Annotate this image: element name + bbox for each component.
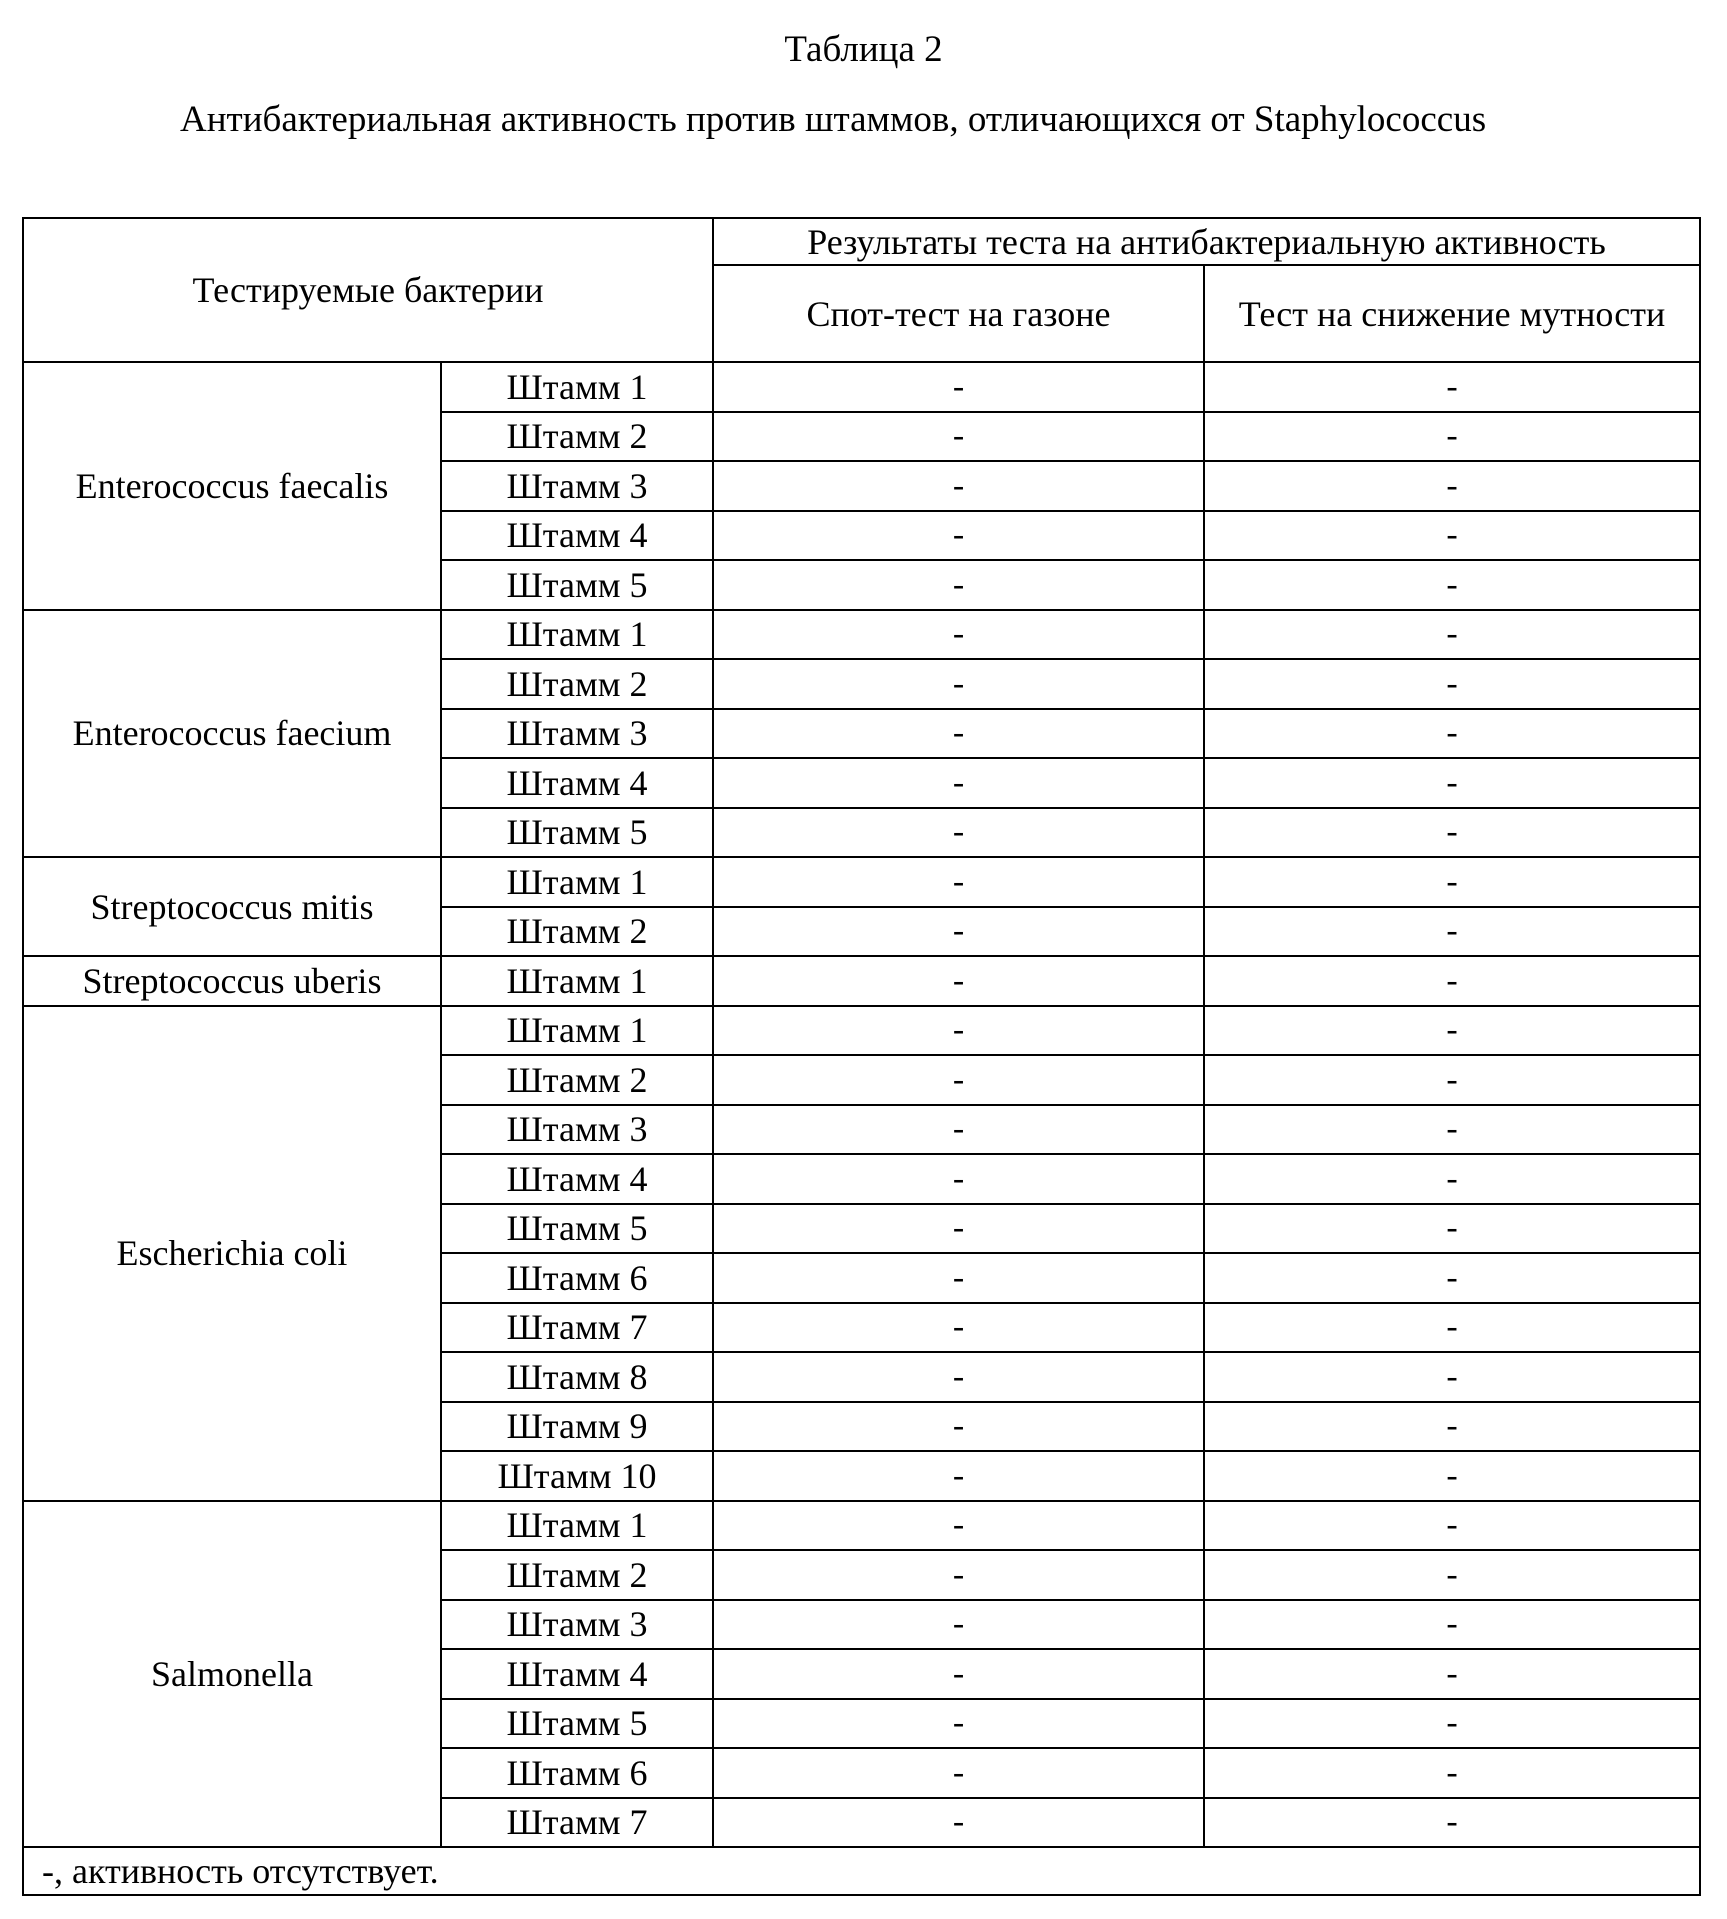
table-row <box>23 362 1700 412</box>
turbidity-test-result: - <box>1204 1501 1700 1551</box>
turbidity-test-result: - <box>1204 461 1700 511</box>
spot-test-result: - <box>713 709 1204 759</box>
strain-cell: Штамм 1 <box>441 956 713 1006</box>
spot-test-result: - <box>713 1600 1204 1650</box>
strain-cell: Штамм 3 <box>441 1105 713 1155</box>
species-cell: Enterococcus faecium <box>23 610 441 858</box>
spot-test-result: - <box>713 1748 1204 1798</box>
species-cell: Salmonella <box>23 1501 441 1848</box>
strain-cell: Штамм 1 <box>441 1006 713 1056</box>
spot-test-result: - <box>713 461 1204 511</box>
header-test-results: Результаты теста на антибактериальную активность <box>713 218 1700 265</box>
turbidity-test-result: - <box>1204 362 1700 412</box>
turbidity-test-result: - <box>1204 1649 1700 1699</box>
header-tested-bacteria: Тестируемые бактерии <box>23 218 713 362</box>
header-spot-test: Спот-тест на газоне <box>713 265 1204 362</box>
turbidity-test-result: - <box>1204 857 1700 907</box>
spot-test-result: - <box>713 758 1204 808</box>
spot-test-result: - <box>713 511 1204 561</box>
strain-cell: Штамм 3 <box>441 709 713 759</box>
turbidity-test-result: - <box>1204 659 1700 709</box>
turbidity-test-result: - <box>1204 1798 1700 1848</box>
strain-cell: Штамм 1 <box>441 857 713 907</box>
strain-cell: Штамм 4 <box>441 758 713 808</box>
turbidity-test-result: - <box>1204 1600 1700 1650</box>
strain-cell: Штамм 1 <box>441 610 713 660</box>
table-row <box>23 610 1700 660</box>
turbidity-test-result: - <box>1204 610 1700 660</box>
spot-test-result: - <box>713 610 1204 660</box>
spot-test-result: - <box>713 1798 1204 1848</box>
spot-test-result: - <box>713 1649 1204 1699</box>
strain-cell: Штамм 2 <box>441 412 713 462</box>
turbidity-test-result: - <box>1204 907 1700 957</box>
table-row <box>23 956 1700 1006</box>
turbidity-test-result: - <box>1204 709 1700 759</box>
strain-cell: Штамм 4 <box>441 1649 713 1699</box>
spot-test-result: - <box>713 857 1204 907</box>
table-title: Антибактериальная активность против штаммов, отличающихся от Staphylococcus <box>180 99 1487 140</box>
turbidity-test-result: - <box>1204 1451 1700 1501</box>
spot-test-result: - <box>713 1550 1204 1600</box>
strain-cell: Штамм 10 <box>441 1451 713 1501</box>
strain-cell: Штамм 3 <box>441 461 713 511</box>
table-row <box>23 1006 1700 1056</box>
species-cell: Streptococcus uberis <box>23 956 441 1006</box>
header-turbidity-test: Тест на снижение мутности <box>1204 265 1700 362</box>
spot-test-result: - <box>713 1501 1204 1551</box>
species-cell: Enterococcus faecalis <box>23 362 441 610</box>
strain-cell: Штамм 2 <box>441 659 713 709</box>
strain-cell: Штамм 2 <box>441 1055 713 1105</box>
spot-test-result: - <box>713 1699 1204 1749</box>
turbidity-test-result: - <box>1204 511 1700 561</box>
spot-test-result: - <box>713 1303 1204 1353</box>
strain-cell: Штамм 1 <box>441 1501 713 1551</box>
strain-cell: Штамм 4 <box>441 1154 713 1204</box>
spot-test-result: - <box>713 1204 1204 1254</box>
turbidity-test-result: - <box>1204 1748 1700 1798</box>
turbidity-test-result: - <box>1204 758 1700 808</box>
turbidity-test-result: - <box>1204 1550 1700 1600</box>
spot-test-result: - <box>713 560 1204 610</box>
spot-test-result: - <box>713 1352 1204 1402</box>
strain-cell: Штамм 3 <box>441 1600 713 1650</box>
spot-test-result: - <box>713 1006 1204 1056</box>
spot-test-result: - <box>713 1154 1204 1204</box>
spot-test-result: - <box>713 659 1204 709</box>
turbidity-test-result: - <box>1204 1352 1700 1402</box>
strain-cell: Штамм 2 <box>441 907 713 957</box>
results-table <box>22 217 1701 1896</box>
table-row <box>23 857 1700 907</box>
spot-test-result: - <box>713 1105 1204 1155</box>
spot-test-result: - <box>713 1055 1204 1105</box>
strain-cell: Штамм 4 <box>441 511 713 561</box>
spot-test-result: - <box>713 956 1204 1006</box>
strain-cell: Штамм 6 <box>441 1253 713 1303</box>
turbidity-test-result: - <box>1204 1055 1700 1105</box>
turbidity-test-result: - <box>1204 1253 1700 1303</box>
spot-test-result: - <box>713 1253 1204 1303</box>
spot-test-result: - <box>713 808 1204 858</box>
strain-cell: Штамм 5 <box>441 1699 713 1749</box>
spot-test-result: - <box>713 362 1204 412</box>
strain-cell: Штамм 8 <box>441 1352 713 1402</box>
table-body <box>23 362 1700 1847</box>
turbidity-test-result: - <box>1204 1699 1700 1749</box>
turbidity-test-result: - <box>1204 1154 1700 1204</box>
strain-cell: Штамм 6 <box>441 1748 713 1798</box>
strain-cell: Штамм 1 <box>441 362 713 412</box>
turbidity-test-result: - <box>1204 1402 1700 1452</box>
spot-test-result: - <box>713 907 1204 957</box>
spot-test-result: - <box>713 1402 1204 1452</box>
strain-cell: Штамм 5 <box>441 1204 713 1254</box>
table-caption: Таблица 2 <box>784 29 943 70</box>
species-cell: Streptococcus mitis <box>23 857 441 956</box>
strain-cell: Штамм 7 <box>441 1303 713 1353</box>
strain-cell: Штамм 5 <box>441 560 713 610</box>
table-row <box>23 1501 1700 1551</box>
strain-cell: Штамм 9 <box>441 1402 713 1452</box>
table-footnote: -, активность отсутствует. <box>23 1847 1700 1895</box>
strain-cell: Штамм 7 <box>441 1798 713 1848</box>
turbidity-test-result: - <box>1204 1006 1700 1056</box>
spot-test-result: - <box>713 1451 1204 1501</box>
turbidity-test-result: - <box>1204 412 1700 462</box>
turbidity-test-result: - <box>1204 1105 1700 1155</box>
turbidity-test-result: - <box>1204 1204 1700 1254</box>
turbidity-test-result: - <box>1204 808 1700 858</box>
turbidity-test-result: - <box>1204 956 1700 1006</box>
strain-cell: Штамм 2 <box>441 1550 713 1600</box>
spot-test-result: - <box>713 412 1204 462</box>
species-cell: Escherichia coli <box>23 1006 441 1501</box>
turbidity-test-result: - <box>1204 1303 1700 1353</box>
turbidity-test-result: - <box>1204 560 1700 610</box>
strain-cell: Штамм 5 <box>441 808 713 858</box>
